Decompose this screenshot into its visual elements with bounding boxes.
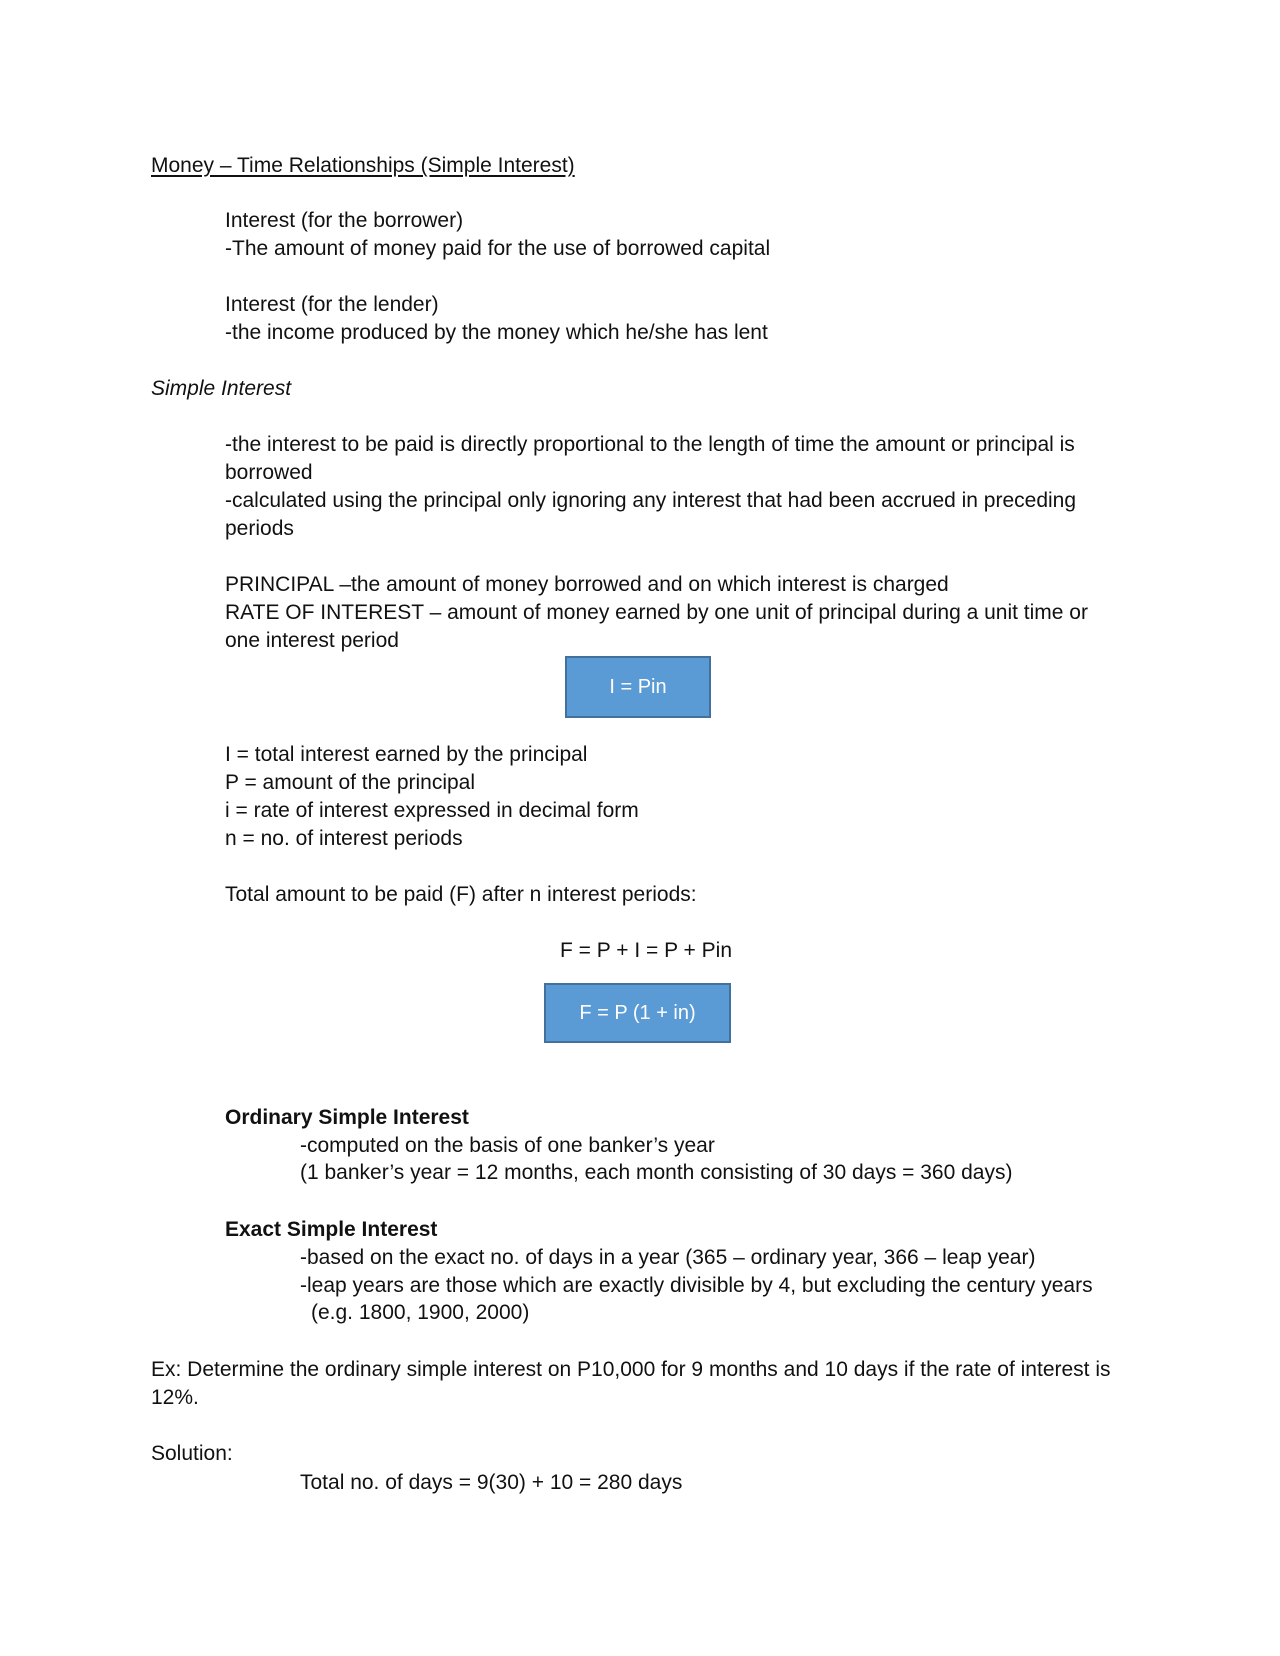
exact-line-2: -leap years are those which are exactly divisible by 4, but excluding the century years (300, 1274, 1093, 1297)
interest-lender-heading: Interest (for the lender) (225, 293, 439, 316)
exact-line-1: -based on the exact no. of days in a year (365 – ordinary year, 366 – leap year) (300, 1246, 1036, 1269)
variable-n: n = no. of interest periods (225, 827, 463, 850)
formula-box-interest: I = Pin (565, 656, 711, 718)
variable-I: I = total interest earned by the principal (225, 743, 588, 766)
exact-line-3: (e.g. 1800, 1900, 2000) (311, 1301, 530, 1324)
page-title: Money – Time Relationships (Simple Interest) (151, 154, 575, 177)
formula-box-future-amount: F = P (1 + in) (544, 983, 731, 1043)
example-problem: Ex: Determine the ordinary simple interest on P10,000 for 9 months and 10 days if the rate of interest is 12%. (151, 1358, 1111, 1409)
principal-definition: PRINCIPAL –the amount of money borrowed and on which interest is charged (225, 573, 949, 596)
ordinary-heading: Ordinary Simple Interest (225, 1106, 469, 1129)
exact-heading: Exact Simple Interest (225, 1218, 438, 1241)
interest-lender-definition: -the income produced by the money which he/she has lent (225, 321, 768, 344)
ordinary-line-1: -computed on the basis of one banker’s year (300, 1134, 715, 1157)
ordinary-line-2: (1 banker’s year = 12 months, each month consisting of 30 days = 360 days) (300, 1161, 1013, 1184)
solution-label: Solution: (151, 1442, 233, 1465)
formula-expansion: F = P + I = P + Pin (560, 939, 732, 962)
solution-line-1: Total no. of days = 9(30) + 10 = 280 days (300, 1471, 683, 1494)
total-amount-label: Total amount to be paid (F) after n interest periods: (225, 883, 697, 906)
variable-P: P = amount of the principal (225, 771, 476, 794)
simple-interest-point-1: -the interest to be paid is directly proportional to the length of time the amount or principal is borrowed (225, 433, 1075, 484)
interest-borrower-definition: -The amount of money paid for the use of borrowed capital (225, 237, 771, 260)
interest-borrower-heading: Interest (for the borrower) (225, 209, 464, 232)
simple-interest-heading: Simple Interest (151, 377, 292, 400)
rate-definition: RATE OF INTEREST – amount of money earned by one unit of principal during a unit time or one interest period (225, 601, 1088, 652)
simple-interest-point-2: -calculated using the principal only ignoring any interest that had been accrued in preceding periods (225, 489, 1077, 540)
variable-i: i = rate of interest expressed in decimal form (225, 799, 639, 822)
